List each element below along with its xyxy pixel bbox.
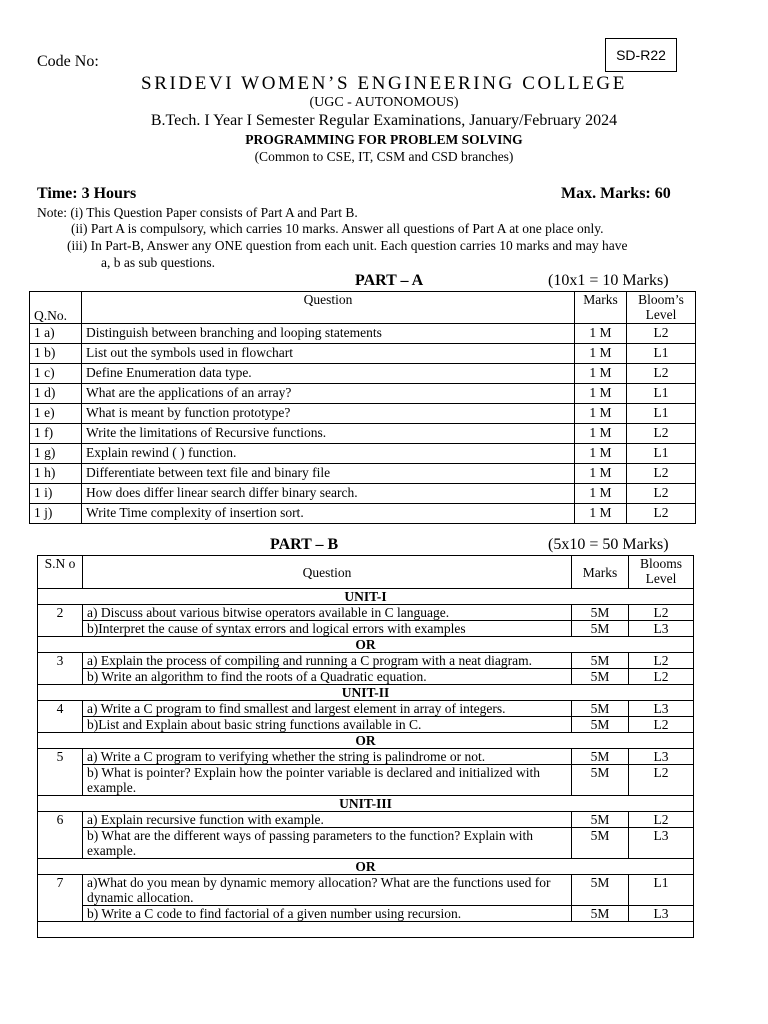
question-marks: 1 M	[575, 344, 627, 364]
question-marks: 5M	[572, 906, 629, 922]
blooms-level: L2	[629, 605, 694, 621]
blooms-level: L1	[627, 384, 696, 404]
question-marks: 1 M	[575, 444, 627, 464]
blooms-level: L2	[627, 504, 696, 524]
unit-2-heading: UNIT-II	[38, 685, 694, 701]
table-row	[30, 504, 696, 524]
table-row	[30, 344, 696, 364]
question-text: Write Time complexity of insertion sort.	[82, 504, 575, 524]
blooms-level: L2	[627, 464, 696, 484]
qno-header: Q.No.	[30, 292, 82, 324]
question-marks: 5M	[572, 653, 629, 669]
question-text: a)What do you mean by dynamic memory allocation? What are the functions used for dynamic allocation.	[83, 875, 572, 906]
regulation-code-box: SD-R22	[605, 38, 677, 72]
question-number: 1 b)	[30, 344, 82, 364]
part-a-table	[29, 291, 696, 524]
exam-duration: Time: 3 Hours	[37, 185, 137, 202]
or-row	[38, 859, 694, 875]
table-row	[38, 701, 694, 717]
note-line-1: Note: (i) This Question Paper consists of Part A and Part B.	[37, 205, 358, 220]
question-text: b) Write a C code to find factorial of a given number using recursion.	[83, 906, 572, 922]
sno-header: S.N o	[38, 556, 83, 589]
question-text: Define Enumeration data type.	[82, 364, 575, 384]
question-text: What is meant by function prototype?	[82, 404, 575, 424]
table-row	[38, 875, 694, 906]
question-header: Question	[83, 556, 572, 589]
table-row	[30, 464, 696, 484]
question-number: 1 e)	[30, 404, 82, 424]
or-row	[38, 733, 694, 749]
question-marks: 1 M	[575, 484, 627, 504]
blooms-level: L2	[629, 812, 694, 828]
question-text: How does differ linear search differ binary search.	[82, 484, 575, 504]
question-number: 1 d)	[30, 384, 82, 404]
table-row	[30, 424, 696, 444]
part-b-header-row	[38, 556, 694, 589]
blooms-level: L3	[629, 828, 694, 859]
part-b-marks: (5x10 = 50 Marks)	[548, 536, 669, 553]
table-row	[30, 364, 696, 384]
table-end-row	[38, 922, 694, 938]
question-marks: 5M	[572, 621, 629, 637]
question-text: a) Explain the process of compiling and running a C program with a neat diagram.	[83, 653, 572, 669]
question-marks: 1 M	[575, 424, 627, 444]
table-row	[38, 828, 694, 859]
question-marks: 5M	[572, 717, 629, 733]
table-row	[38, 653, 694, 669]
or-separator: OR	[38, 637, 694, 653]
question-number: 1 g)	[30, 444, 82, 464]
part-b-table	[37, 555, 694, 938]
question-number: 5	[38, 749, 83, 796]
question-text: Write the limitations of Recursive functions.	[82, 424, 575, 444]
note-line-4: a, b as sub questions.	[101, 255, 215, 270]
marks-header: Marks	[572, 556, 629, 589]
question-number: 3	[38, 653, 83, 685]
unit-1-heading: UNIT-I	[38, 589, 694, 605]
table-row	[38, 621, 694, 637]
question-text: a) Explain recursive function with example.	[83, 812, 572, 828]
blooms-level: L3	[629, 749, 694, 765]
or-separator: OR	[38, 733, 694, 749]
question-number: 1 c)	[30, 364, 82, 384]
question-number: 1 a)	[30, 324, 82, 344]
blooms-level: L1	[627, 344, 696, 364]
unit-3-heading: UNIT-III	[38, 796, 694, 812]
table-row	[30, 484, 696, 504]
question-text: b)Interpret the cause of syntax errors and logical errors with examples	[83, 621, 572, 637]
question-marks: 5M	[572, 875, 629, 906]
question-text: a) Discuss about various bitwise operators available in C language.	[83, 605, 572, 621]
question-number: 4	[38, 701, 83, 733]
question-text: b) What are the different ways of passing parameters to the function? Explain with example.	[83, 828, 572, 859]
blooms-level: L2	[629, 765, 694, 796]
question-marks: 5M	[572, 605, 629, 621]
blooms-level-header: Blooms Level	[629, 556, 694, 589]
table-row	[30, 444, 696, 464]
note-line-2: (ii) Part A is compulsory, which carries 10 marks. Answer all questions of Part A at one place only.	[71, 221, 604, 236]
question-marks: 5M	[572, 669, 629, 685]
blooms-level: L2	[629, 717, 694, 733]
question-text: b)List and Explain about basic string functions available in C.	[83, 717, 572, 733]
question-marks: 1 M	[575, 384, 627, 404]
note-line-3: (iii) In Part-B, Answer any ONE question from each unit. Each question carries 10 marks and may have	[67, 238, 628, 253]
blooms-level: L2	[627, 364, 696, 384]
question-marks: 1 M	[575, 324, 627, 344]
blooms-level: L2	[627, 484, 696, 504]
table-row	[38, 765, 694, 796]
part-b-title: PART – B	[270, 536, 339, 553]
question-text: b) Write an algorithm to find the roots of a Quadratic equation.	[83, 669, 572, 685]
table-row	[38, 812, 694, 828]
blooms-level: L2	[629, 669, 694, 685]
question-text: Explain rewind ( ) function.	[82, 444, 575, 464]
unit-heading-row	[38, 589, 694, 605]
max-marks: Max. Marks: 60	[561, 185, 671, 202]
question-marks: 5M	[572, 828, 629, 859]
table-row	[30, 324, 696, 344]
blooms-level: L2	[627, 424, 696, 444]
table-row	[30, 404, 696, 424]
question-text: b) What is pointer? Explain how the pointer variable is declared and initialized with example.	[83, 765, 572, 796]
subject-title: PROGRAMMING FOR PROBLEM SOLVING	[245, 132, 523, 147]
question-text: List out the symbols used in flowchart	[82, 344, 575, 364]
question-marks: 5M	[572, 749, 629, 765]
college-name: SRIDEVI WOMEN’S ENGINEERING COLLEGE	[141, 73, 627, 94]
question-text: What are the applications of an array?	[82, 384, 575, 404]
part-a-marks: (10x1 = 10 Marks)	[548, 272, 669, 289]
or-separator: OR	[38, 859, 694, 875]
question-text: a) Write a C program to verifying whether the string is palindrome or not.	[83, 749, 572, 765]
blooms-level-header: Bloom’s Level	[627, 292, 696, 324]
question-marks: 1 M	[575, 404, 627, 424]
blooms-level: L3	[629, 701, 694, 717]
blooms-level: L2	[629, 653, 694, 669]
table-row	[38, 605, 694, 621]
question-text: a) Write a C program to find smallest and largest element in array of integers.	[83, 701, 572, 717]
blooms-level: L1	[629, 875, 694, 906]
table-row	[38, 669, 694, 685]
unit-heading-row	[38, 685, 694, 701]
table-row	[38, 906, 694, 922]
blooms-level: L1	[627, 404, 696, 424]
branches-note: (Common to CSE, IT, CSM and CSD branches)	[254, 149, 514, 164]
question-number: 1 h)	[30, 464, 82, 484]
table-row	[38, 749, 694, 765]
or-row	[38, 637, 694, 653]
question-number: 7	[38, 875, 83, 922]
question-marks: 5M	[572, 701, 629, 717]
blooms-level: L2	[627, 324, 696, 344]
question-header: Question	[82, 292, 575, 324]
question-marks: 5M	[572, 812, 629, 828]
blooms-level: L1	[627, 444, 696, 464]
code-number-label: Code No:	[37, 53, 99, 70]
question-number: 1 j)	[30, 504, 82, 524]
question-marks: 1 M	[575, 504, 627, 524]
question-marks: 5M	[572, 765, 629, 796]
part-a-title: PART – A	[355, 272, 424, 289]
empty-table-footer	[38, 922, 694, 938]
question-text: Distinguish between branching and looping statements	[82, 324, 575, 344]
part-a-header-row	[30, 292, 696, 324]
table-row	[30, 384, 696, 404]
autonomous-status: (UGC - AUTONOMOUS)	[309, 95, 459, 110]
question-number: 1 i)	[30, 484, 82, 504]
question-marks: 1 M	[575, 364, 627, 384]
question-text: Differentiate between text file and binary file	[82, 464, 575, 484]
question-marks: 1 M	[575, 464, 627, 484]
question-number: 6	[38, 812, 83, 859]
exam-title: B.Tech. I Year I Semester Regular Examinations, January/February 2024	[150, 112, 618, 129]
blooms-level: L3	[629, 906, 694, 922]
table-row	[38, 717, 694, 733]
unit-heading-row	[38, 796, 694, 812]
marks-header: Marks	[575, 292, 627, 324]
question-number: 1 f)	[30, 424, 82, 444]
blooms-level: L3	[629, 621, 694, 637]
question-number: 2	[38, 605, 83, 637]
